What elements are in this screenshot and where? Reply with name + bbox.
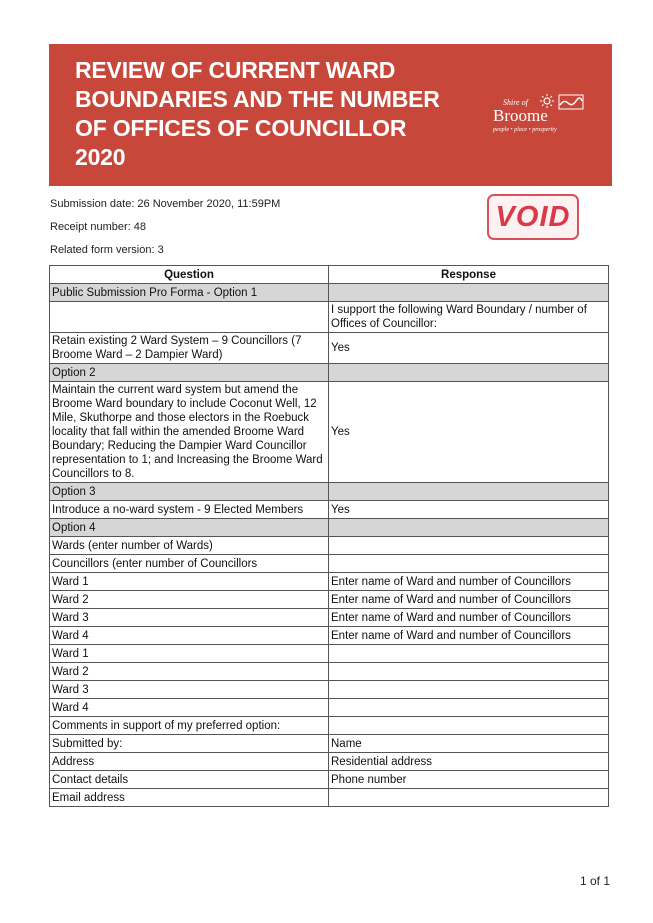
response-cell <box>329 284 609 302</box>
question-cell: Ward 1 <box>50 573 329 591</box>
response-cell: Enter name of Ward and number of Councillors <box>329 627 609 645</box>
document-title <box>75 56 485 172</box>
response-cell <box>329 699 609 717</box>
column-header-question: Question <box>50 266 329 284</box>
page-number: 1 of 1 <box>580 874 611 888</box>
response-cell <box>329 645 609 663</box>
column-header-response: Response <box>329 266 609 284</box>
logo-name: Broome <box>493 106 548 125</box>
submission-date: Submission date: 26 November 2020, 11:59PM <box>50 198 281 210</box>
table-row <box>50 789 609 807</box>
response-cell <box>329 681 609 699</box>
question-cell: Public Submission Pro Forma - Option 1 <box>50 284 329 302</box>
table-row <box>50 627 609 645</box>
logo-tagline: people • place • prosperity <box>493 127 557 133</box>
table-row <box>50 771 609 789</box>
response-cell: Phone number <box>329 771 609 789</box>
response-cell <box>329 519 609 537</box>
table-row <box>50 609 609 627</box>
receipt-number: Receipt number: 48 <box>50 221 146 233</box>
header-banner <box>49 44 612 186</box>
response-cell: Enter name of Ward and number of Councillors <box>329 591 609 609</box>
response-cell <box>329 789 609 807</box>
title-line: 2020 <box>75 144 126 170</box>
table-row <box>50 302 609 333</box>
table-row <box>50 555 609 573</box>
section-row <box>50 364 609 382</box>
table-row <box>50 735 609 753</box>
response-cell: Yes <box>329 382 609 483</box>
table-row <box>50 717 609 735</box>
response-cell <box>329 483 609 501</box>
response-cell: Yes <box>329 333 609 364</box>
question-cell: Retain existing 2 Ward System – 9 Councillors (7 Broome Ward – 2 Dampier Ward) <box>50 333 329 364</box>
response-cell <box>329 717 609 735</box>
question-cell: Address <box>50 753 329 771</box>
table-row <box>50 663 609 681</box>
table-row <box>50 501 609 519</box>
table-row <box>50 537 609 555</box>
question-cell: Ward 3 <box>50 609 329 627</box>
question-cell: Ward 2 <box>50 591 329 609</box>
table-row <box>50 591 609 609</box>
question-cell: Option 3 <box>50 483 329 501</box>
table-row <box>50 681 609 699</box>
question-cell: Option 4 <box>50 519 329 537</box>
table-row <box>50 333 609 364</box>
table-row <box>50 382 609 483</box>
question-cell <box>50 302 329 333</box>
question-cell: Ward 4 <box>50 627 329 645</box>
section-row <box>50 519 609 537</box>
response-cell: Enter name of Ward and number of Councillors <box>329 609 609 627</box>
title-line: REVIEW OF CURRENT WARD <box>75 57 396 83</box>
response-cell: Name <box>329 735 609 753</box>
question-cell: Ward 4 <box>50 699 329 717</box>
question-cell: Email address <box>50 789 329 807</box>
response-cell: Yes <box>329 501 609 519</box>
shire-of-broome-logo <box>491 90 591 140</box>
question-cell: Ward 1 <box>50 645 329 663</box>
response-cell <box>329 364 609 382</box>
table-body <box>50 284 609 807</box>
question-cell: Ward 2 <box>50 663 329 681</box>
question-cell: Submitted by: <box>50 735 329 753</box>
response-cell <box>329 663 609 681</box>
response-cell: I support the following Ward Boundary / number of Offices of Councillor: <box>329 302 609 333</box>
response-cell <box>329 555 609 573</box>
section-row <box>50 483 609 501</box>
table-row <box>50 699 609 717</box>
question-cell: Wards (enter number of Wards) <box>50 537 329 555</box>
title-line: BOUNDARIES AND THE NUMBER <box>75 86 440 112</box>
table-header-row <box>50 266 609 284</box>
table-row <box>50 645 609 663</box>
response-cell: Residential address <box>329 753 609 771</box>
question-cell: Introduce a no-ward system - 9 Elected Members <box>50 501 329 519</box>
logo-shire-of: Shire of <box>503 98 528 107</box>
section-row <box>50 284 609 302</box>
question-cell: Option 2 <box>50 364 329 382</box>
form-version: Related form version: 3 <box>50 244 164 256</box>
response-cell: Enter name of Ward and number of Councillors <box>329 573 609 591</box>
table-row <box>50 753 609 771</box>
question-cell: Comments in support of my preferred option: <box>50 717 329 735</box>
question-cell: Ward 3 <box>50 681 329 699</box>
title-line: OF OFFICES OF COUNCILLOR <box>75 115 407 141</box>
submission-table <box>49 265 609 807</box>
void-stamp: VOID <box>487 194 579 240</box>
question-cell: Maintain the current ward system but amend the Broome Ward boundary to include Coconut Well, 12 Mile, Skuthorpe and those electors in the Roebuck locality that fall within the amended Broome Ward Boundary; Reducing the Dampier Ward Councillor representation to 1; and Increasing the Broome Ward Councillors to 8. <box>50 382 329 483</box>
question-cell: Contact details <box>50 771 329 789</box>
response-cell <box>329 537 609 555</box>
table-row <box>50 573 609 591</box>
question-cell: Councillors (enter number of Councillors <box>50 555 329 573</box>
